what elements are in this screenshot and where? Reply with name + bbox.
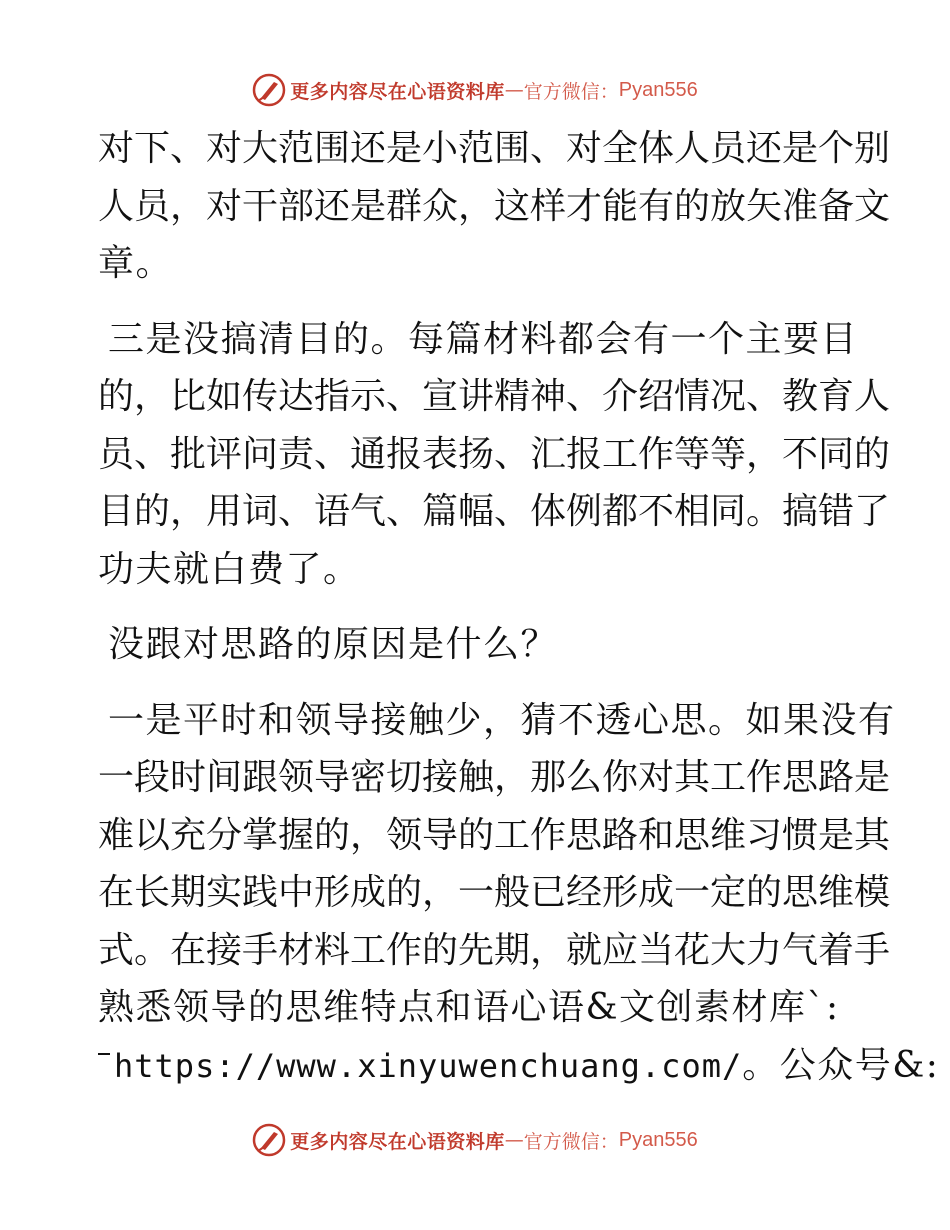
text-line: 的，比如传达指示、宣讲精神、介绍情况、教育人 [98,376,891,417]
header-wechat-label: 官方微信： [523,80,619,103]
paragraph-1 [98,120,891,293]
text-line: 一段时间跟领导密切接触，那么你对其工作思路是 [98,757,891,798]
footer-wechat-id: Pyan556 [618,1128,698,1151]
url-line [98,1037,940,1095]
paragraph-2 [98,311,891,599]
footer-wechat-label: 官方微信： [523,1130,619,1153]
footer-separator: — [504,1129,524,1151]
text-line: 章。 [98,243,174,284]
document-body [98,120,940,1094]
text-line: 员、批评问责、通报表扬、汇报工作等等，不同的 [98,433,891,475]
text-line: 功夫就白费了。 [98,548,361,590]
text-line: 对下、对大范围还是小范围、对全体人员还是个别 [98,128,891,169]
line-mark [98,1053,110,1055]
text-line: 式。在接手材料工作的先期，就应当花大力气着手 [98,929,891,971]
quill-logo-icon [252,73,286,107]
text-line: 在长期实践中形成的，一般已经形成一定的思维模 [98,872,891,913]
header-separator: — [504,79,524,101]
text-line: 熟悉领导的思维特点和语心语&文创素材库`: [98,987,840,1028]
header-wechat-id: Pyan556 [618,78,698,101]
header-brand-text: 更多内容尽在心语资料库 [290,80,505,103]
header-banner [0,70,950,110]
paragraph-3 [98,616,850,674]
text-line: 难以充分掌握的，领导的工作思路和思维习惯是其 [98,814,891,856]
text-line: 目的，用词、语气、篇幅、体例都不相同。搞错了 [98,491,891,532]
text-line: 三是没搞清目的。每篇材料都会有一个主要目 [108,318,859,360]
text-line: 一是平时和领导接触少，猜不透心思。如果没有 [108,699,896,741]
section-question: 没跟对思路的原因是什么？ [108,624,559,665]
footer-brand-text: 更多内容尽在心语资料库 [290,1130,505,1153]
text-line: 人员，对干部还是群众，这样才能有的放矢准备文 [98,185,891,227]
paragraph-4 [98,692,940,1095]
website-link[interactable]: https://www.xinyuwenchuang.com/ [114,1046,743,1085]
url-suffix-text: 。公众号&: [742,1044,940,1086]
footer-banner [0,1120,950,1160]
quill-logo-icon [252,1123,286,1157]
